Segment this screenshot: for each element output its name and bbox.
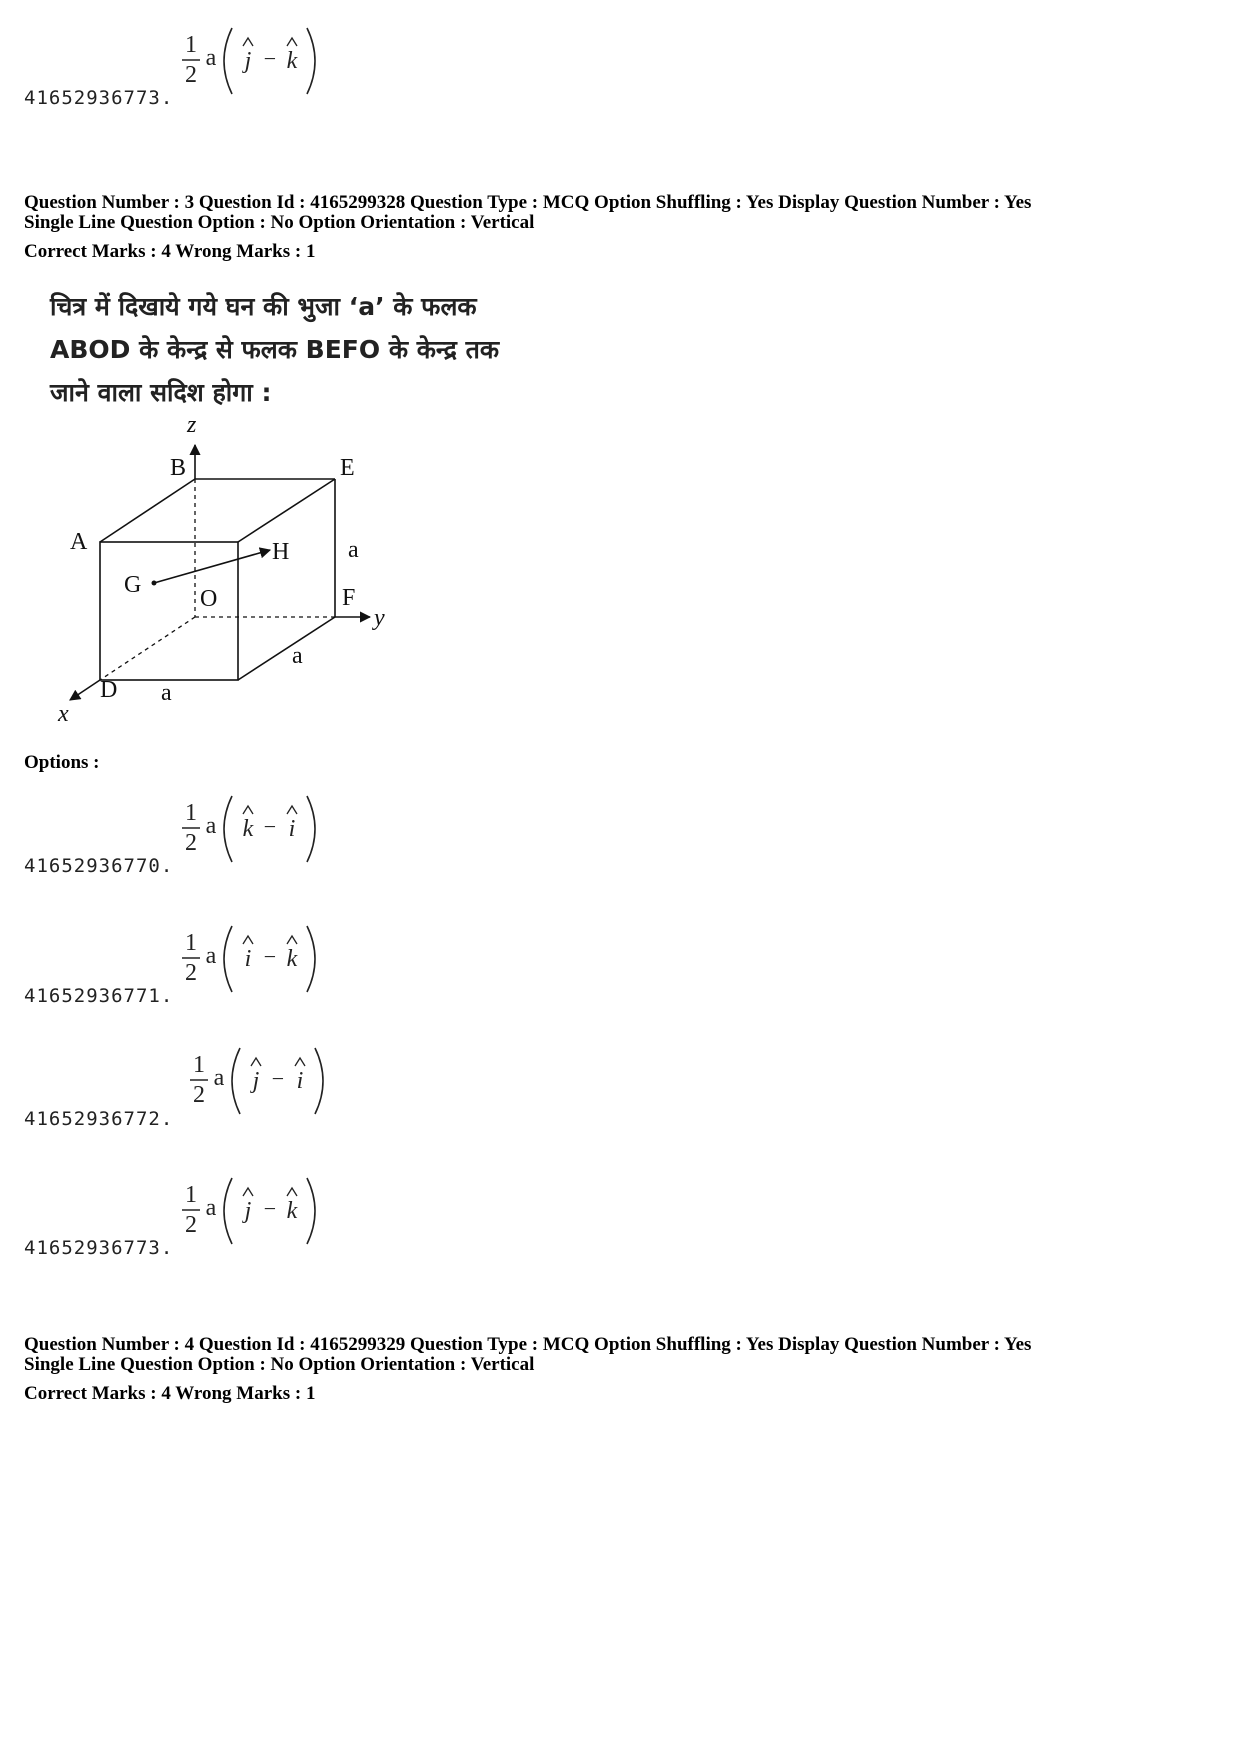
unit-vector: k xyxy=(286,946,298,972)
axis-label-x: x xyxy=(58,701,69,727)
option-formula xyxy=(180,1170,340,1252)
right-paren xyxy=(307,28,315,94)
question-header: Question Number : 4 Question Id : 4165299329 Question Type : MCQ Option Shuffling : Yes Display Question Number : Yes xyxy=(24,1334,1032,1355)
label-a-bottom: a xyxy=(161,680,172,706)
right-paren xyxy=(307,926,315,992)
option-id: 41652936773. xyxy=(24,1237,174,1259)
axis-label-y: y xyxy=(374,605,385,631)
label-b: B xyxy=(170,455,187,481)
question-header-line2: Single Line Question Option : No Option Orientation : Vertical xyxy=(24,1354,535,1375)
left-paren xyxy=(232,1048,240,1114)
unit-vector-hat xyxy=(287,38,297,46)
unit-vector-hat xyxy=(243,806,253,814)
question-line: ABOD के केन्द्र से फलक BEFO के केन्द्र तक xyxy=(50,335,500,364)
unit-vector: i xyxy=(288,816,296,842)
left-paren xyxy=(224,796,232,862)
gh-vector xyxy=(154,550,270,583)
unit-vector-hat xyxy=(243,38,253,46)
question-text xyxy=(50,285,499,414)
minus-sign: − xyxy=(263,944,277,969)
option-formula xyxy=(180,788,340,870)
minus-sign: − xyxy=(263,46,277,71)
unit-vector-hat xyxy=(287,1188,297,1196)
minus-sign: − xyxy=(263,814,277,839)
cube-figure xyxy=(50,410,410,730)
fraction-denominator: 2 xyxy=(193,1082,205,1108)
unit-vector-hat xyxy=(243,936,253,944)
option-formula xyxy=(180,20,340,102)
left-paren xyxy=(224,28,232,94)
option-id: 41652936772. xyxy=(24,1108,174,1130)
cube-edge xyxy=(100,479,195,542)
question-line: जाने वाला सदिश होगा : xyxy=(50,378,272,407)
right-paren xyxy=(307,1178,315,1244)
fraction-numerator: 1 xyxy=(193,1052,205,1078)
options-label: Options : xyxy=(24,752,100,773)
unit-vector-hat xyxy=(287,806,297,814)
label-d: D xyxy=(100,677,118,703)
question-header: Question Number : 3 Question Id : 4165299328 Question Type : MCQ Option Shuffling : Yes Display Question Number : Yes xyxy=(24,192,1032,213)
right-paren xyxy=(307,796,315,862)
label-a-right: a xyxy=(348,537,359,563)
question-header-line2: Single Line Question Option : No Option Orientation : Vertical xyxy=(24,212,535,233)
cube-edge xyxy=(238,479,335,542)
label-o: O xyxy=(200,586,218,612)
fraction-denominator: 2 xyxy=(185,1212,197,1238)
fraction-denominator: 2 xyxy=(185,960,197,986)
option-formula xyxy=(180,918,340,1000)
left-paren xyxy=(224,1178,232,1244)
fraction-numerator: 1 xyxy=(185,930,197,956)
minus-sign: − xyxy=(263,1196,277,1221)
label-e: E xyxy=(340,455,355,481)
label-a-bottom-right: a xyxy=(292,643,303,669)
fraction-numerator: 1 xyxy=(185,800,197,826)
unit-vector-hat xyxy=(295,1058,305,1066)
unit-vector: j xyxy=(244,48,252,74)
scalar-a: a xyxy=(205,813,217,839)
label-a-vertex: A xyxy=(70,529,88,555)
question-line: चित्र में दिखाये गये घन की भुजा ‘a’ के फलक xyxy=(50,292,477,321)
scalar-a: a xyxy=(213,1065,225,1091)
unit-vector: j xyxy=(252,1068,260,1094)
point-g xyxy=(152,581,157,586)
hidden-edge xyxy=(100,617,195,680)
unit-vector: i xyxy=(296,1068,304,1094)
minus-sign: − xyxy=(271,1066,285,1091)
unit-vector: k xyxy=(286,1198,298,1224)
fraction-denominator: 2 xyxy=(185,62,197,88)
unit-vector: k xyxy=(242,816,254,842)
cube-edge xyxy=(238,617,335,680)
x-axis-arrow xyxy=(70,680,100,700)
right-paren xyxy=(315,1048,323,1114)
unit-vector-hat xyxy=(287,936,297,944)
unit-vector: j xyxy=(244,1198,252,1224)
unit-vector: i xyxy=(244,946,252,972)
option-id: 41652936770. xyxy=(24,855,174,877)
unit-vector: k xyxy=(286,48,298,74)
unit-vector-hat xyxy=(243,1188,253,1196)
fraction-denominator: 2 xyxy=(185,830,197,856)
marks-info: Correct Marks : 4 Wrong Marks : 1 xyxy=(24,241,316,262)
axis-label-z: z xyxy=(187,412,197,438)
label-h: H xyxy=(272,539,290,565)
left-paren xyxy=(224,926,232,992)
label-g: G xyxy=(124,572,142,598)
fraction-numerator: 1 xyxy=(185,1182,197,1208)
marks-info: Correct Marks : 4 Wrong Marks : 1 xyxy=(24,1383,316,1404)
scalar-a: a xyxy=(205,943,217,969)
option-id: 41652936771. xyxy=(24,985,174,1007)
option-id: 41652936773. xyxy=(24,87,174,109)
option-formula xyxy=(188,1040,348,1122)
scalar-a: a xyxy=(205,45,217,71)
label-f: F xyxy=(342,585,356,611)
scalar-a: a xyxy=(205,1195,217,1221)
unit-vector-hat xyxy=(251,1058,261,1066)
fraction-numerator: 1 xyxy=(185,32,197,58)
